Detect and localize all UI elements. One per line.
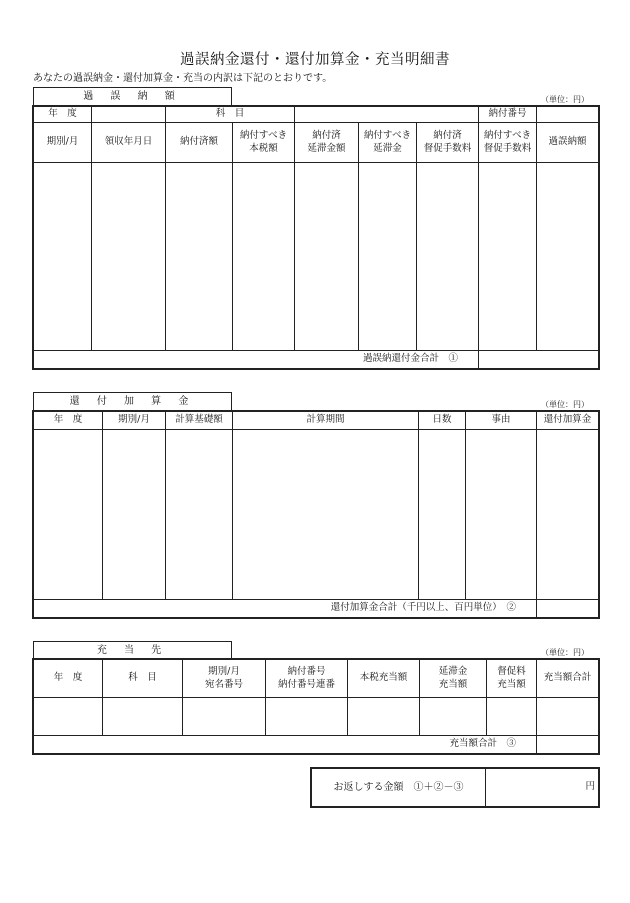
refund-addition-total-row — [34, 600, 599, 618]
overpayment-info-row — [34, 107, 599, 123]
appropriation-total-row — [34, 736, 599, 754]
return-amount-label: お返しする金額 ①＋②－③ — [312, 769, 486, 807]
col-payment-number: 納付番号 納付番号連番 — [266, 660, 348, 698]
refund-addition-header-row — [34, 412, 599, 430]
return-amount-value — [486, 769, 599, 807]
overpayment-body-row — [34, 163, 599, 351]
col-paid-amount: 納付済額 — [166, 123, 233, 163]
appropriation-total-value — [537, 736, 599, 754]
col-days: 日数 — [419, 412, 466, 430]
col-reason: 事由 — [466, 412, 537, 430]
col-subject: 科 目 — [103, 660, 183, 698]
appropriation-body-row — [34, 698, 599, 736]
intro-text: あなたの過誤納金・還付加算金・充当の内訳は下記のとおりです。 — [33, 73, 333, 84]
appropriation-section-label: 充 当 先 — [33, 641, 232, 659]
col-dunning-appropriation: 督促料 充当額 — [487, 660, 537, 698]
refund-addition-body-row — [34, 430, 599, 600]
overpayment-section-label: 過 誤 納 額 — [33, 87, 232, 106]
appropriation-unit: （単位：円） — [541, 648, 589, 657]
overpayment-total-value — [479, 351, 599, 369]
fiscal-year-value — [92, 107, 166, 123]
col-late-fee-appropriation: 延滞金 充当額 — [420, 660, 487, 698]
overpayment-header-row — [34, 123, 599, 163]
currency-unit: 円 — [585, 781, 595, 793]
appropriation-header-row — [34, 660, 599, 698]
payment-number-label: 納付番号 — [479, 107, 537, 123]
col-paid-late-fee: 納付済 延滞金額 — [295, 123, 359, 163]
refund-addition-unit: （単位：円） — [541, 400, 589, 409]
overpayment-table — [33, 106, 599, 369]
refund-addition-total-label: 還付加算金合計（千円以上、百円単位） ② — [34, 600, 537, 618]
refund-addition-table — [33, 411, 599, 618]
overpayment-total-label: 過誤納還付金合計 ① — [34, 351, 479, 369]
col-dunning-fee-due: 納付すべき 督促手数料 — [479, 123, 537, 163]
col-receipt-date: 領収年月日 — [92, 123, 166, 163]
overpayment-unit: （単位：円） — [541, 95, 589, 104]
subject-label: 科 目 — [166, 107, 295, 123]
appropriation-total-label: 充当額合計 ③ — [34, 736, 537, 754]
col-fiscal-year: 年 度 — [34, 412, 103, 430]
refund-addition-section-label: 還 付 加 算 金 — [33, 392, 232, 411]
col-tax-due: 納付すべき 本税額 — [233, 123, 295, 163]
appropriation-table — [33, 659, 599, 754]
subject-value — [295, 107, 479, 123]
refund-addition-total-value — [537, 600, 599, 618]
col-period: 期別/月 — [103, 412, 166, 430]
col-period-address: 期別/月 宛名番号 — [183, 660, 266, 698]
return-amount-table — [311, 768, 599, 807]
col-refund-addition: 還付加算金 — [537, 412, 599, 430]
overpayment-total-row — [34, 351, 599, 369]
col-appropriation-total: 充当額合計 — [537, 660, 599, 698]
col-fiscal-year: 年 度 — [34, 660, 103, 698]
fiscal-year-label: 年 度 — [34, 107, 92, 123]
col-late-fee-due: 納付すべき 延滞金 — [359, 123, 417, 163]
col-calc-period: 計算期間 — [233, 412, 419, 430]
col-base-amount: 計算基礎額 — [166, 412, 233, 430]
page-title: 過誤納金還付・還付加算金・充当明細書 — [180, 52, 450, 68]
col-tax-appropriation: 本税充当額 — [348, 660, 420, 698]
col-overpayment: 過誤納額 — [537, 123, 599, 163]
col-paid-dunning-fee: 納付済 督促手数料 — [417, 123, 479, 163]
payment-number-value — [537, 107, 599, 123]
col-period: 期別/月 — [34, 123, 92, 163]
